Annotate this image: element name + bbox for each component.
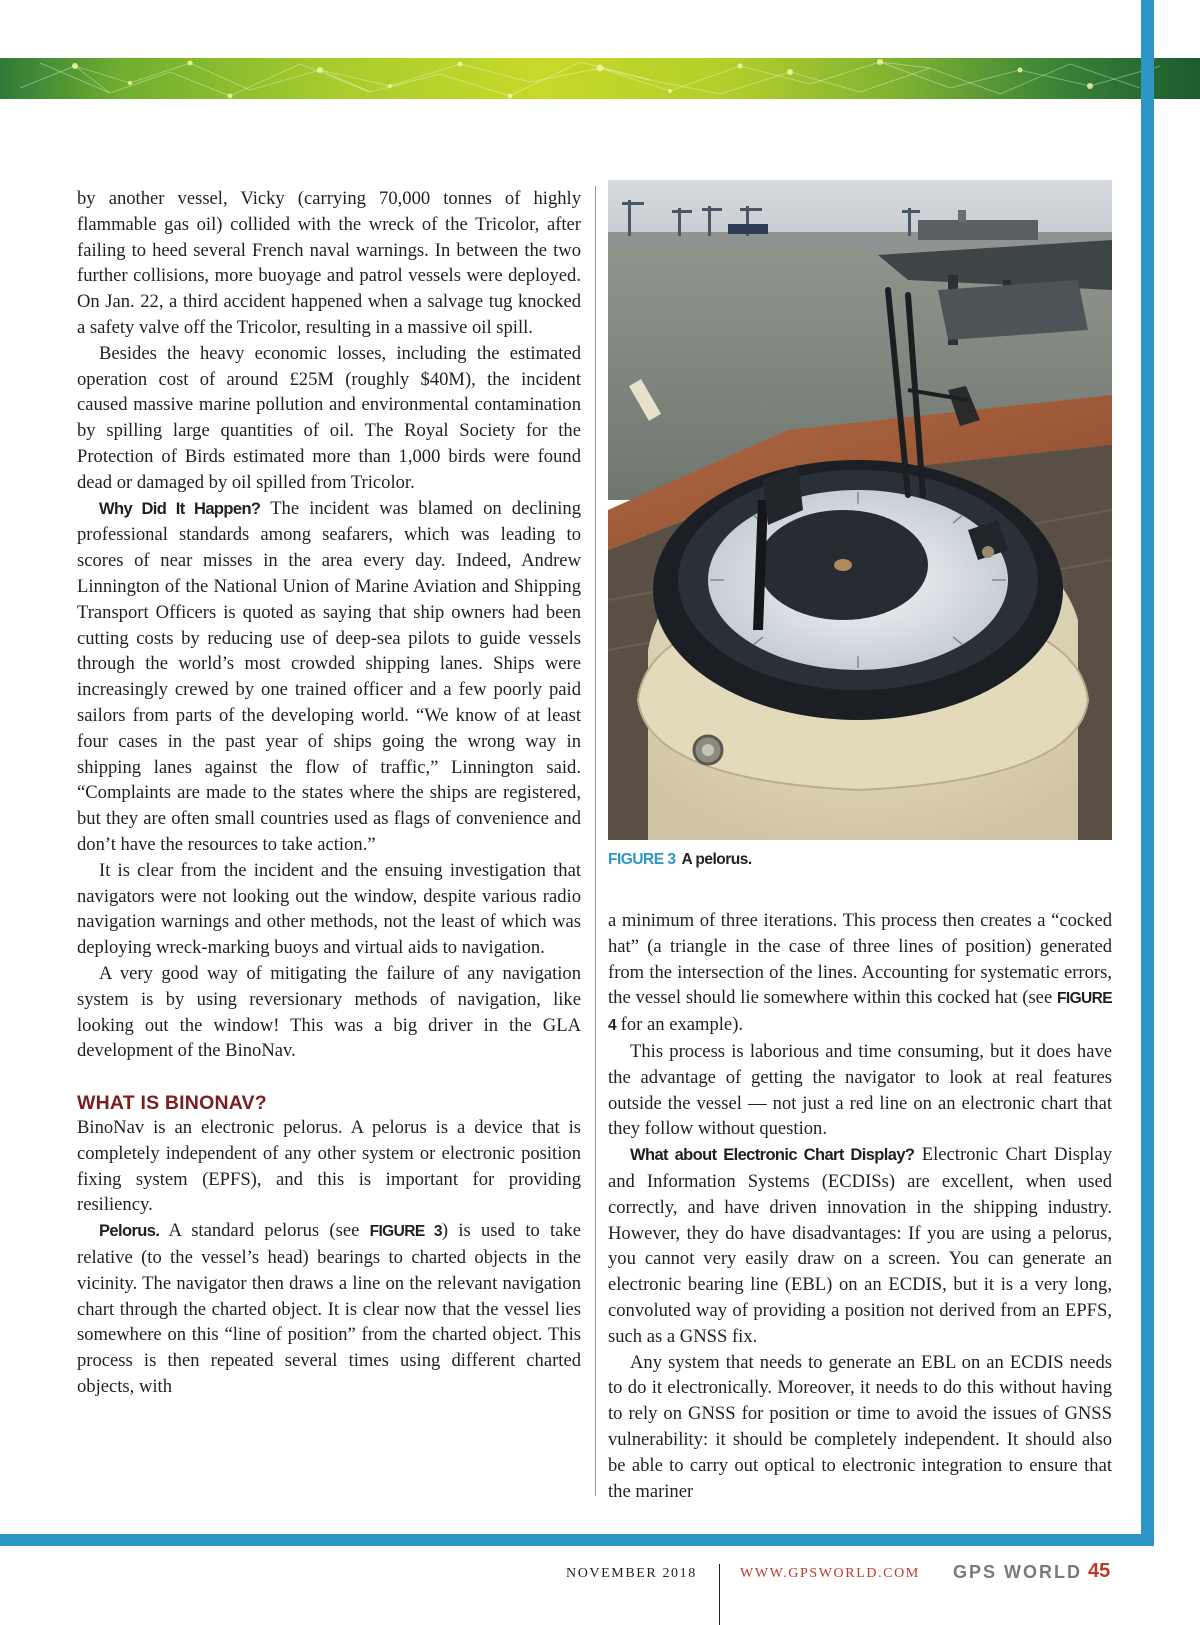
figure-reference: FIGURE 3 [369, 1223, 442, 1241]
paragraph: It is clear from the incident and the ensuing investigation that navigators were not looking out the window, despite various radio navigation warnings and other methods, not the least of which was deploying wreck-marking buoys and virtual aids to navigation. [77, 859, 581, 959]
page-edge-bar [1141, 0, 1154, 1546]
paragraph [608, 1142, 1112, 1349]
paragraph: BinoNav is an electronic pelorus. A pelorus is a device that is completely independent of any other system or electronic position fixing system (EPFS), and this is important for providing resiliency. [77, 1117, 581, 1216]
pelorus-photo [608, 180, 1112, 840]
paragraph: by another vessel, Vicky (carrying 70,000 tonnes of highly flammable gas oil) collided with the wreck of the Tricolor, after failing to heed several French naval warnings. In between the two further collisions, more buoyage and patrol vessels were deployed. On Jan. 22, a third accident happened when a salvage tug knocked a safety valve off the Tricolor, resulting in a massive oil spill. [77, 188, 581, 338]
paragraph [77, 1218, 581, 1400]
page-number: 45 [1088, 1560, 1111, 1582]
paragraph-text: for an example). [616, 1014, 744, 1036]
paragraph-text: Electronic Chart Display and Information Systems (ECDISs) are excellent, when used correctly, and have driven innovation in the shipping industry. However, they do have disadvantages: If you are using a pelorus, you cannot very easily draw on a screen. You can generate an electronic bearing line (EBL) on an ECDIS, but it is a very long, convoluted way of providing a position not derived from an EPFS, such as a GNSS fix. [608, 1144, 1112, 1347]
page-bottom-bar [0, 1534, 1154, 1546]
run-in-heading: What about Electronic Chart Display? [630, 1146, 915, 1165]
figure-reference: FIGURE 4 [608, 990, 1112, 1035]
network-pattern-graphic [0, 58, 1200, 99]
website-link[interactable]: WWW.GPSWORLD.COM [740, 1566, 920, 1581]
run-in-heading: Pelorus. [99, 1222, 160, 1241]
header-banner [0, 58, 1200, 99]
paragraph: This process is laborious and time consuming, but it does have the advantage of getting the navigator to look at real features outside the vessel — not just a red line on an electronic chart that they follow without question. [608, 1040, 1112, 1140]
paragraph-text: a minimum of three iterations. This process then creates a “cocked hat” (a triangle in the case of three lines of position) generated from the intersection of the lines. Accounting for systematic errors, the vessel should lie somewhere within this cocked hat (see [608, 910, 1112, 1009]
issue-date: NOVEMBER 2018 [566, 1566, 697, 1581]
paragraph: Besides the heavy economic losses, including the estimated operation cost of around £25M (roughly $40M), the incident caused massive marine pollution and environmental contamination by spilling large quantities of oil. The Royal Society for the Protection of Birds estimated more than 1,000 birds were found dead or damaged by oil spilled from Tricolor. [77, 342, 581, 493]
figure-label: FIGURE 3 [608, 851, 676, 868]
footer-divider [719, 1564, 720, 1625]
section-heading: WHAT IS BINONAV? [77, 1092, 267, 1115]
magazine-name: GPS WORLD [953, 1562, 1082, 1582]
column-rule [595, 186, 596, 1496]
page-footer [0, 1558, 1200, 1625]
paragraph: Any system that needs to generate an EBL on an ECDIS needs to do it electronically. Moreover, it needs to do this without having to rely on GNSS for position or time to avoid the issues of GNSS vulnerability: it should be completely independent. It should also be able to carry out optical to electronic integration to ensure that the mariner [608, 1351, 1112, 1502]
paragraph: A very good way of mitigating the failure of any navigation system is by using reversionary methods of navigation, like looking out the window! This was a big driver in the GLA development of the BinoNav. [77, 962, 581, 1062]
paragraph-text: The incident was blamed on declining professional standards among seafarers, which was leading to scores of near misses in the area every day. Indeed, Andrew Linnington of the National Union of Marine Aviation and Shipping Transport Officers is quoted as saying that ship owners had been cutting costs by reducing use of deep-sea pilots to guide vessels through the world’s most crowded shipping lanes. Ships were increasingly crewed by one trained officer and a few poorly paid sailors from parts of the developing world. “We know of at least four cases in the past year of ships going the wrong way in shipping lanes against the flow of traffic,” Linnington said. “Complaints are made to the states where the ships are registered, but they are often small countries used as flags of convenience and don’t have the resources to take action.” [77, 497, 581, 855]
figure-caption [608, 851, 752, 869]
right-column [608, 908, 1112, 1504]
paragraph [608, 908, 1112, 1039]
run-in-heading: Why Did It Happen? [99, 499, 261, 518]
left-column [77, 186, 581, 1400]
paragraph-text: ) is used to take relative (to the vessel’s head) bearings to charted objects in the vicinity. The navigator then draws a line on the relevant navigation chart through the charted object. It is clear now that the vessel lies somewhere on this “line of position” from the charted object. This process is then repeated several times using different charted objects, with [77, 1220, 582, 1398]
paragraph [77, 496, 581, 858]
figure-caption-text: A pelorus. [681, 851, 752, 868]
paragraph-text: A standard pelorus (see [159, 1220, 370, 1242]
